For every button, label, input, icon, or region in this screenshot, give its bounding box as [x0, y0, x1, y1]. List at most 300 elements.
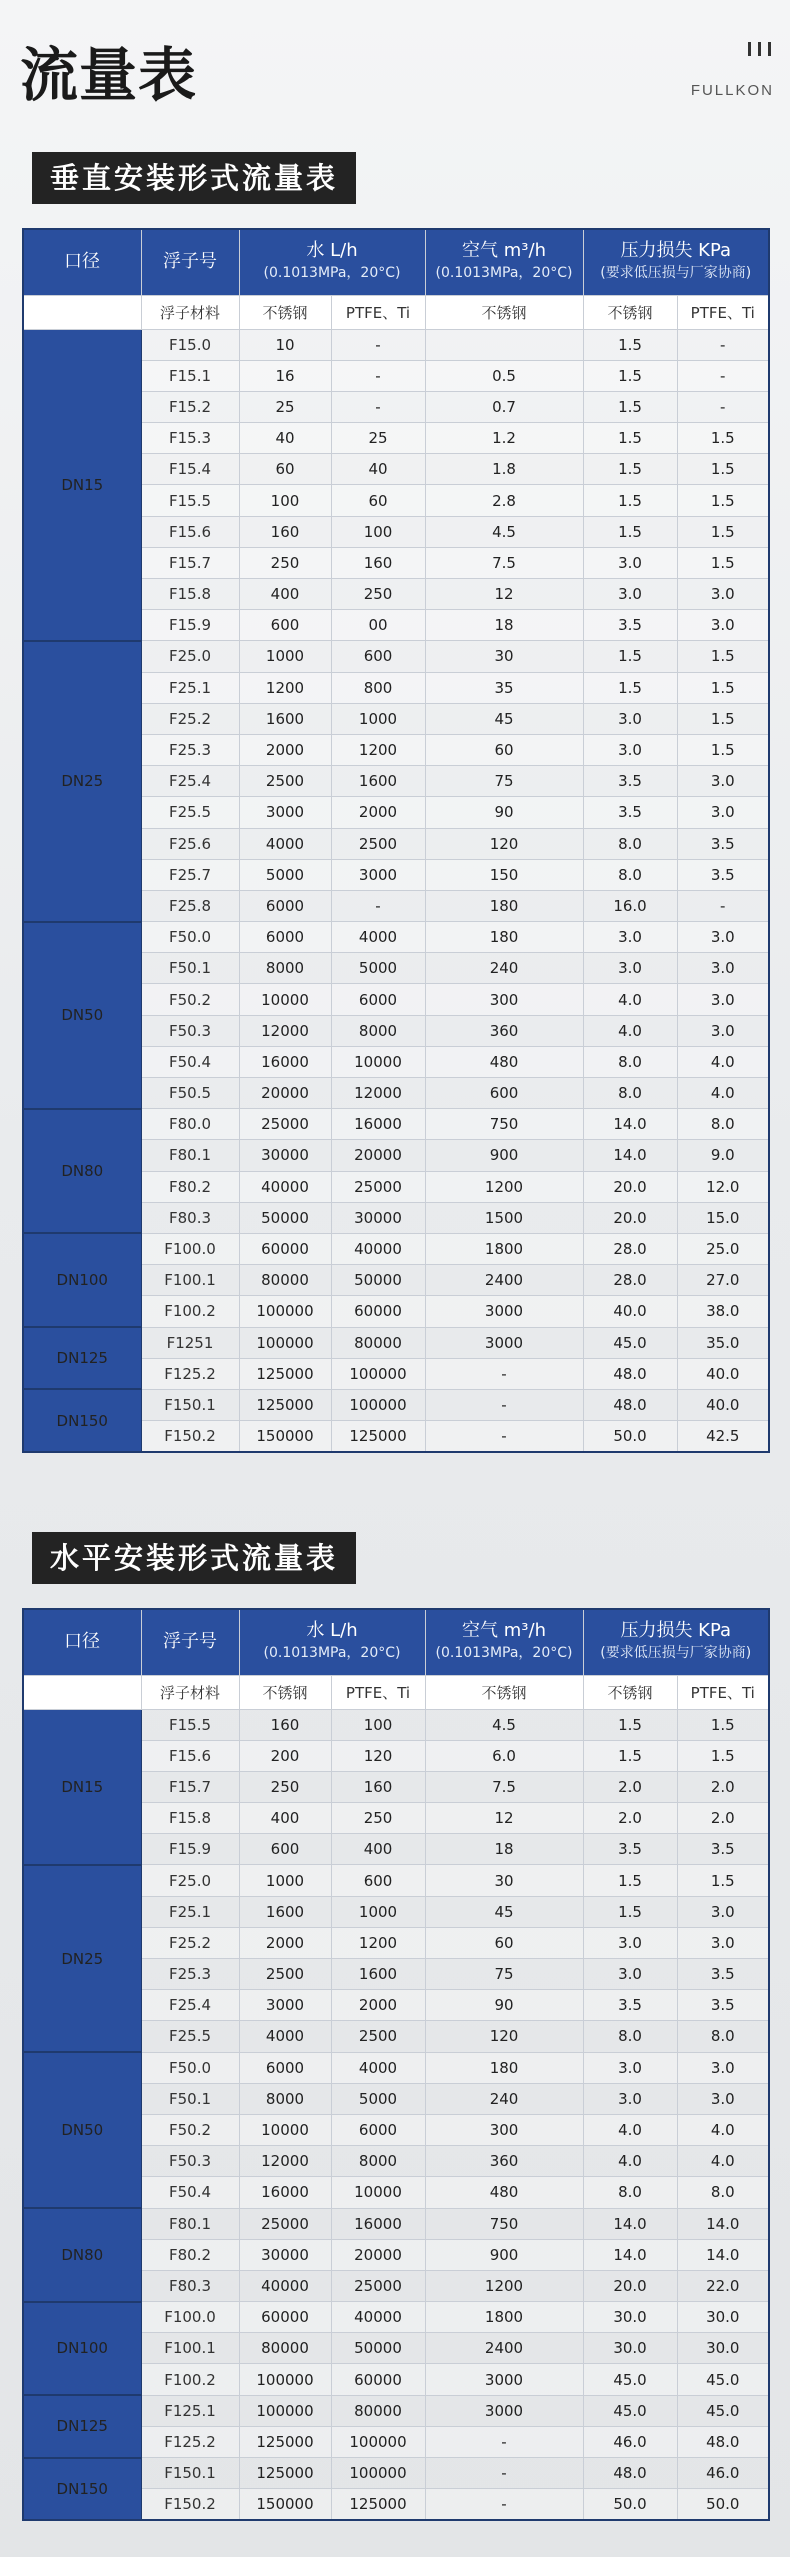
air-stainless-cell: 35 [425, 672, 583, 703]
water-ptfe-cell: 25000 [331, 2270, 425, 2301]
float-no-cell: F25.6 [141, 828, 239, 859]
pressure-stainless-cell: 3.0 [583, 547, 677, 578]
pressure-ptfe-cell: 1.5 [677, 641, 769, 672]
vertical-flow-table [22, 228, 770, 1453]
water-stainless-cell: 12000 [239, 1015, 331, 1046]
pressure-stainless-cell: 14.0 [583, 2208, 677, 2239]
water-stainless-cell: 20000 [239, 1078, 331, 1109]
float-no-cell: F125.1 [141, 2395, 239, 2426]
pressure-stainless-cell: 4.0 [583, 2114, 677, 2145]
float-no-cell: F50.1 [141, 2083, 239, 2114]
air-stainless-cell: 3000 [425, 1327, 583, 1358]
water-ptfe-cell: 5000 [331, 953, 425, 984]
water-stainless-cell: 40000 [239, 1171, 331, 1202]
diameter-cell: DN50 [23, 2052, 141, 2208]
float-no-cell: F80.3 [141, 1202, 239, 1233]
table-row [23, 2302, 769, 2333]
float-no-cell: F15.7 [141, 547, 239, 578]
col-water [239, 1609, 425, 1675]
pressure-stainless-cell: 3.0 [583, 579, 677, 610]
water-ptfe-cell: 4000 [331, 922, 425, 953]
water-ptfe-cell: 8000 [331, 1015, 425, 1046]
table-row [23, 2052, 769, 2083]
air-label: 空气 m³/h [462, 240, 546, 262]
water-stainless-cell: 1200 [239, 672, 331, 703]
pressure-ptfe-cell: - [677, 391, 769, 422]
col-air [425, 1609, 583, 1675]
water-stainless-cell: 100000 [239, 2395, 331, 2426]
col-pressure [583, 1609, 769, 1675]
water-ptfe-cell: 25000 [331, 1171, 425, 1202]
col-diameter: 口径 [23, 1609, 141, 1675]
pressure-ptfe-cell: 22.0 [677, 2270, 769, 2301]
water-ptfe-cell: 20000 [331, 2239, 425, 2270]
pressure-stainless-cell: 4.0 [583, 984, 677, 1015]
float-no-cell: F15.7 [141, 1771, 239, 1802]
water-ptfe-cell: 8000 [331, 2146, 425, 2177]
float-no-cell: F50.0 [141, 922, 239, 953]
air-stainless-cell: 18 [425, 610, 583, 641]
air-stainless-label: 不锈钢 [425, 1675, 583, 1709]
pressure-stainless-cell: 30.0 [583, 2333, 677, 2364]
float-no-cell: F15.8 [141, 579, 239, 610]
pressure-ptfe-cell: 4.0 [677, 2146, 769, 2177]
water-stainless-cell: 3000 [239, 797, 331, 828]
pressure-ptfe-cell: 27.0 [677, 1265, 769, 1296]
water-stainless-label: 不锈钢 [239, 1675, 331, 1709]
water-stainless-cell: 5000 [239, 859, 331, 890]
pressure-stainless-cell: 40.0 [583, 1296, 677, 1327]
air-stainless-cell: 3000 [425, 1296, 583, 1327]
pressure-ptfe-cell: 3.0 [677, 797, 769, 828]
float-no-cell: F100.2 [141, 1296, 239, 1327]
water-stainless-cell: 125000 [239, 2426, 331, 2457]
pressure-stainless-cell: 3.0 [583, 922, 677, 953]
pressure-ptfe-cell: 3.5 [677, 828, 769, 859]
water-stainless-cell: 8000 [239, 2083, 331, 2114]
pressure-stainless-cell: 46.0 [583, 2426, 677, 2457]
pressure-stainless-cell: 8.0 [583, 1046, 677, 1077]
float-no-cell: F100.0 [141, 1233, 239, 1264]
float-no-cell: F25.0 [141, 641, 239, 672]
diameter-cell: DN125 [23, 2395, 141, 2457]
air-stainless-cell: 1200 [425, 1171, 583, 1202]
pressure-ptfe-cell: 50.0 [677, 2489, 769, 2520]
water-stainless-cell: 400 [239, 579, 331, 610]
air-stainless-cell: 1.2 [425, 423, 583, 454]
water-ptfe-cell: 600 [331, 641, 425, 672]
pressure-ptfe-cell: 40.0 [677, 1358, 769, 1389]
pressure-stainless-cell: 14.0 [583, 2239, 677, 2270]
air-stainless-label: 不锈钢 [425, 295, 583, 329]
pressure-ptfe-cell: 3.0 [677, 579, 769, 610]
pressure-ptfe-cell: 1.5 [677, 454, 769, 485]
water-ptfe-cell: 800 [331, 672, 425, 703]
air-stainless-cell: 1800 [425, 2302, 583, 2333]
water-stainless-cell: 400 [239, 1803, 331, 1834]
float-no-cell: F15.8 [141, 1803, 239, 1834]
water-stainless-cell: 10 [239, 329, 331, 360]
air-stainless-cell: 6.0 [425, 1740, 583, 1771]
pressure-note: (要求低压损与厂家协商) [600, 265, 752, 282]
float-no-cell: F15.9 [141, 1834, 239, 1865]
water-stainless-cell: 100 [239, 485, 331, 516]
pressure-label: 压力损失 KPa [620, 1620, 732, 1642]
pressure-stainless-label: 不锈钢 [583, 1675, 677, 1709]
water-stainless-cell: 10000 [239, 2114, 331, 2145]
air-stainless-cell: 750 [425, 2208, 583, 2239]
col-diameter: 口径 [23, 229, 141, 295]
pressure-ptfe-cell: 3.0 [677, 2052, 769, 2083]
col-pressure [583, 229, 769, 295]
air-stainless-cell: - [425, 1421, 583, 1452]
pressure-ptfe-label: PTFE、Ti [677, 1675, 769, 1709]
air-stainless-cell: 180 [425, 890, 583, 921]
air-stainless-cell: 300 [425, 984, 583, 1015]
air-stainless-cell: 240 [425, 2083, 583, 2114]
pressure-ptfe-cell: 42.5 [677, 1421, 769, 1452]
table-row [23, 1327, 769, 1358]
pressure-ptfe-cell: 1.5 [677, 672, 769, 703]
water-ptfe-cell: 20000 [331, 1140, 425, 1171]
air-stainless-cell: - [425, 2458, 583, 2489]
pressure-stainless-cell: 8.0 [583, 828, 677, 859]
pressure-ptfe-cell: 3.0 [677, 766, 769, 797]
water-stainless-cell: 150000 [239, 1421, 331, 1452]
pressure-stainless-cell: 1.5 [583, 423, 677, 454]
pressure-stainless-cell: 50.0 [583, 1421, 677, 1452]
air-stainless-cell: 0.7 [425, 391, 583, 422]
water-stainless-cell: 125000 [239, 1358, 331, 1389]
water-stainless-cell: 60000 [239, 2302, 331, 2333]
water-ptfe-cell: 10000 [331, 2177, 425, 2208]
water-ptfe-cell: 1000 [331, 1896, 425, 1927]
brand-name: FULLKON [690, 82, 774, 99]
pressure-stainless-cell: 48.0 [583, 2458, 677, 2489]
float-no-cell: F100.0 [141, 2302, 239, 2333]
diameter-cell: DN100 [23, 2302, 141, 2396]
water-ptfe-cell: 120 [331, 1740, 425, 1771]
float-no-cell: F80.0 [141, 1109, 239, 1140]
air-stainless-cell: 900 [425, 2239, 583, 2270]
float-no-cell: F25.5 [141, 797, 239, 828]
float-no-cell: F100.2 [141, 2364, 239, 2395]
pressure-stainless-cell: 50.0 [583, 2489, 677, 2520]
air-stainless-cell: 45 [425, 1896, 583, 1927]
horizontal-table-body [23, 1709, 769, 2520]
water-stainless-cell: 30000 [239, 1140, 331, 1171]
pressure-ptfe-cell: 40.0 [677, 1389, 769, 1420]
water-ptfe-cell: 125000 [331, 1421, 425, 1452]
pressure-stainless-cell: 45.0 [583, 2364, 677, 2395]
float-no-cell: F25.1 [141, 1896, 239, 1927]
float-no-cell: F125.2 [141, 1358, 239, 1389]
water-ptfe-cell: 100000 [331, 1358, 425, 1389]
pressure-ptfe-cell: 38.0 [677, 1296, 769, 1327]
pressure-ptfe-cell: 3.0 [677, 1015, 769, 1046]
water-stainless-cell: 10000 [239, 984, 331, 1015]
float-no-cell: F25.2 [141, 1927, 239, 1958]
water-stainless-cell: 80000 [239, 1265, 331, 1296]
air-stainless-cell: - [425, 2426, 583, 2457]
table-row [23, 1709, 769, 1740]
water-ptfe-cell: 160 [331, 1771, 425, 1802]
pressure-ptfe-cell: 1.5 [677, 1740, 769, 1771]
water-ptfe-cell: 2000 [331, 797, 425, 828]
water-ptfe-cell: 100000 [331, 1389, 425, 1420]
pressure-ptfe-cell: 30.0 [677, 2302, 769, 2333]
pressure-ptfe-cell: 25.0 [677, 1233, 769, 1264]
air-stainless-cell: 75 [425, 766, 583, 797]
pressure-ptfe-cell: 3.0 [677, 2083, 769, 2114]
pressure-stainless-cell: 1.5 [583, 1896, 677, 1927]
pressure-ptfe-cell: 1.5 [677, 547, 769, 578]
pressure-ptfe-cell: 46.0 [677, 2458, 769, 2489]
table-header-row [23, 229, 769, 295]
float-no-cell: F50.5 [141, 1078, 239, 1109]
three-bars-icon [746, 42, 774, 56]
diameter-cell: DN15 [23, 329, 141, 641]
water-ptfe-cell: 60000 [331, 1296, 425, 1327]
air-stainless-cell: 1200 [425, 2270, 583, 2301]
air-stainless-cell: 45 [425, 703, 583, 734]
water-stainless-cell: 6000 [239, 922, 331, 953]
col-water [239, 229, 425, 295]
pressure-stainless-cell: 8.0 [583, 2177, 677, 2208]
float-no-cell: F15.5 [141, 1709, 239, 1740]
pressure-stainless-cell: 45.0 [583, 2395, 677, 2426]
col-float-no: 浮子号 [141, 229, 239, 295]
pressure-ptfe-label: PTFE、Ti [677, 295, 769, 329]
table-row [23, 1389, 769, 1420]
air-stainless-cell: 120 [425, 828, 583, 859]
float-no-cell: F25.1 [141, 672, 239, 703]
water-stainless-cell: 150000 [239, 2489, 331, 2520]
diameter-cell: DN150 [23, 2458, 141, 2520]
air-stainless-cell: 300 [425, 2114, 583, 2145]
water-ptfe-cell: 2500 [331, 2021, 425, 2052]
pressure-stainless-cell: 3.5 [583, 1834, 677, 1865]
water-condition: (0.1013MPa，20°C) [263, 1645, 401, 1662]
float-no-cell: F50.4 [141, 2177, 239, 2208]
pressure-ptfe-cell: 3.0 [677, 922, 769, 953]
water-ptfe-cell: 100000 [331, 2458, 425, 2489]
float-no-cell: F15.2 [141, 391, 239, 422]
table-row [23, 1233, 769, 1264]
pressure-ptfe-cell: 8.0 [677, 2177, 769, 2208]
water-ptfe-cell: 6000 [331, 2114, 425, 2145]
water-stainless-cell: 200 [239, 1740, 331, 1771]
float-no-cell: F15.6 [141, 1740, 239, 1771]
water-stainless-cell: 25000 [239, 2208, 331, 2239]
pressure-ptfe-cell: 12.0 [677, 1171, 769, 1202]
pressure-stainless-cell: 28.0 [583, 1233, 677, 1264]
float-no-cell: F50.0 [141, 2052, 239, 2083]
air-stainless-cell: - [425, 2489, 583, 2520]
water-ptfe-cell: 100 [331, 1709, 425, 1740]
float-no-cell: F25.8 [141, 890, 239, 921]
float-no-cell: F50.1 [141, 953, 239, 984]
pressure-ptfe-cell: 4.0 [677, 1078, 769, 1109]
water-stainless-cell: 100000 [239, 1327, 331, 1358]
float-no-cell: F15.9 [141, 610, 239, 641]
water-ptfe-cell: 1200 [331, 734, 425, 765]
air-label: 空气 m³/h [462, 1620, 546, 1642]
air-stainless-cell: 75 [425, 1959, 583, 1990]
air-stainless-cell: 240 [425, 953, 583, 984]
float-no-cell: F25.4 [141, 766, 239, 797]
air-stainless-cell: - [425, 1389, 583, 1420]
water-stainless-cell: 600 [239, 610, 331, 641]
water-ptfe-label: PTFE、Ti [331, 1675, 425, 1709]
float-no-cell: F25.5 [141, 2021, 239, 2052]
pressure-stainless-cell: 1.5 [583, 391, 677, 422]
pressure-stainless-cell: 3.0 [583, 703, 677, 734]
water-stainless-cell: 250 [239, 547, 331, 578]
water-ptfe-cell: 1600 [331, 1959, 425, 1990]
water-stainless-cell: 2000 [239, 1927, 331, 1958]
water-ptfe-cell: 400 [331, 1834, 425, 1865]
water-stainless-cell: 160 [239, 516, 331, 547]
water-ptfe-cell: 100 [331, 516, 425, 547]
pressure-stainless-cell: 2.0 [583, 1803, 677, 1834]
float-no-cell: F15.5 [141, 485, 239, 516]
col-air [425, 229, 583, 295]
air-stainless-cell: 4.5 [425, 516, 583, 547]
page-title: 流量表 [20, 41, 198, 109]
pressure-stainless-cell: 20.0 [583, 1171, 677, 1202]
water-ptfe-cell: 50000 [331, 2333, 425, 2364]
water-stainless-cell: 16 [239, 360, 331, 391]
col-float-no: 浮子号 [141, 1609, 239, 1675]
pressure-stainless-cell: 8.0 [583, 1078, 677, 1109]
float-no-cell: F80.1 [141, 1140, 239, 1171]
water-ptfe-cell: - [331, 391, 425, 422]
water-stainless-label: 不锈钢 [239, 295, 331, 329]
pressure-ptfe-cell: 3.5 [677, 1990, 769, 2021]
air-stainless-cell: 360 [425, 1015, 583, 1046]
water-ptfe-cell: - [331, 360, 425, 391]
air-stainless-cell: 1.8 [425, 454, 583, 485]
table-row [23, 1865, 769, 1896]
air-stainless-cell: 90 [425, 1990, 583, 2021]
float-no-cell: F150.1 [141, 2458, 239, 2489]
water-ptfe-cell: 1000 [331, 703, 425, 734]
pressure-stainless-cell: 1.5 [583, 329, 677, 360]
pressure-stainless-cell: 1.5 [583, 454, 677, 485]
pressure-stainless-cell: 48.0 [583, 1389, 677, 1420]
diameter-cell: DN50 [23, 922, 141, 1109]
pressure-stainless-cell: 3.0 [583, 1959, 677, 1990]
pressure-ptfe-cell: 3.5 [677, 859, 769, 890]
water-ptfe-cell: 80000 [331, 1327, 425, 1358]
air-stainless-cell: 3000 [425, 2395, 583, 2426]
water-ptfe-cell: 10000 [331, 1046, 425, 1077]
water-stainless-cell: 60000 [239, 1233, 331, 1264]
water-stainless-cell: 6000 [239, 890, 331, 921]
water-stainless-cell: 100000 [239, 1296, 331, 1327]
air-stainless-cell [425, 329, 583, 360]
float-no-cell: F125.2 [141, 2426, 239, 2457]
water-ptfe-cell: 5000 [331, 2083, 425, 2114]
table-row [23, 641, 769, 672]
water-stainless-cell: 1000 [239, 1865, 331, 1896]
pressure-ptfe-cell: 4.0 [677, 2114, 769, 2145]
float-no-cell: F25.4 [141, 1990, 239, 2021]
pressure-ptfe-cell: 8.0 [677, 1109, 769, 1140]
float-no-cell: F150.2 [141, 1421, 239, 1452]
water-ptfe-cell: 50000 [331, 1265, 425, 1296]
pressure-ptfe-cell: 45.0 [677, 2395, 769, 2426]
water-ptfe-cell: 4000 [331, 2052, 425, 2083]
air-stainless-cell: 7.5 [425, 1771, 583, 1802]
pressure-ptfe-cell: 1.5 [677, 703, 769, 734]
pressure-stainless-cell: 1.5 [583, 672, 677, 703]
float-material-label: 浮子材料 [141, 295, 239, 329]
air-stainless-cell: 7.5 [425, 547, 583, 578]
water-stainless-cell: 8000 [239, 953, 331, 984]
water-ptfe-cell: 2500 [331, 828, 425, 859]
water-ptfe-cell: 2000 [331, 1990, 425, 2021]
diameter-cell: DN25 [23, 1865, 141, 2052]
water-stainless-cell: 100000 [239, 2364, 331, 2395]
float-no-cell: F80.2 [141, 1171, 239, 1202]
float-no-cell: F50.4 [141, 1046, 239, 1077]
pressure-ptfe-cell: 1.5 [677, 485, 769, 516]
water-ptfe-cell: 6000 [331, 984, 425, 1015]
pressure-ptfe-cell: 4.0 [677, 1046, 769, 1077]
water-ptfe-cell: 250 [331, 1803, 425, 1834]
float-no-cell: F15.4 [141, 454, 239, 485]
float-no-cell: F50.2 [141, 2114, 239, 2145]
float-no-cell: F80.2 [141, 2239, 239, 2270]
float-no-cell: F80.1 [141, 2208, 239, 2239]
water-stainless-cell: 16000 [239, 2177, 331, 2208]
diameter-cell: DN125 [23, 1327, 141, 1389]
water-stainless-cell: 250 [239, 1771, 331, 1802]
water-stainless-cell: 25000 [239, 1109, 331, 1140]
pressure-stainless-cell: 3.0 [583, 1927, 677, 1958]
vertical-section-title: 垂直安装形式流量表 [32, 152, 356, 204]
pressure-ptfe-cell: 1.5 [677, 423, 769, 454]
water-stainless-cell: 4000 [239, 828, 331, 859]
pressure-ptfe-cell: 14.0 [677, 2239, 769, 2270]
pressure-stainless-cell: 4.0 [583, 2146, 677, 2177]
water-stainless-cell: 1600 [239, 1896, 331, 1927]
air-stainless-cell: 60 [425, 734, 583, 765]
diameter-cell: DN100 [23, 1233, 141, 1327]
blank-cell [23, 1675, 141, 1709]
water-stainless-cell: 1000 [239, 641, 331, 672]
air-stainless-cell: 4.5 [425, 1709, 583, 1740]
float-no-cell: F15.6 [141, 516, 239, 547]
vertical-table-body [23, 329, 769, 1452]
pressure-ptfe-cell: 3.0 [677, 1927, 769, 1958]
horizontal-flow-table [22, 1608, 770, 2521]
air-stainless-cell: 60 [425, 1927, 583, 1958]
air-stainless-cell: 900 [425, 1140, 583, 1171]
diameter-cell: DN25 [23, 641, 141, 922]
pressure-ptfe-cell: 30.0 [677, 2333, 769, 2364]
water-stainless-cell: 60 [239, 454, 331, 485]
pressure-ptfe-cell: 3.5 [677, 1959, 769, 1990]
water-stainless-cell: 2000 [239, 734, 331, 765]
pressure-ptfe-cell: - [677, 329, 769, 360]
air-stainless-cell: 12 [425, 579, 583, 610]
air-stainless-cell: 18 [425, 1834, 583, 1865]
water-stainless-cell: 4000 [239, 2021, 331, 2052]
pressure-ptfe-cell: 48.0 [677, 2426, 769, 2457]
